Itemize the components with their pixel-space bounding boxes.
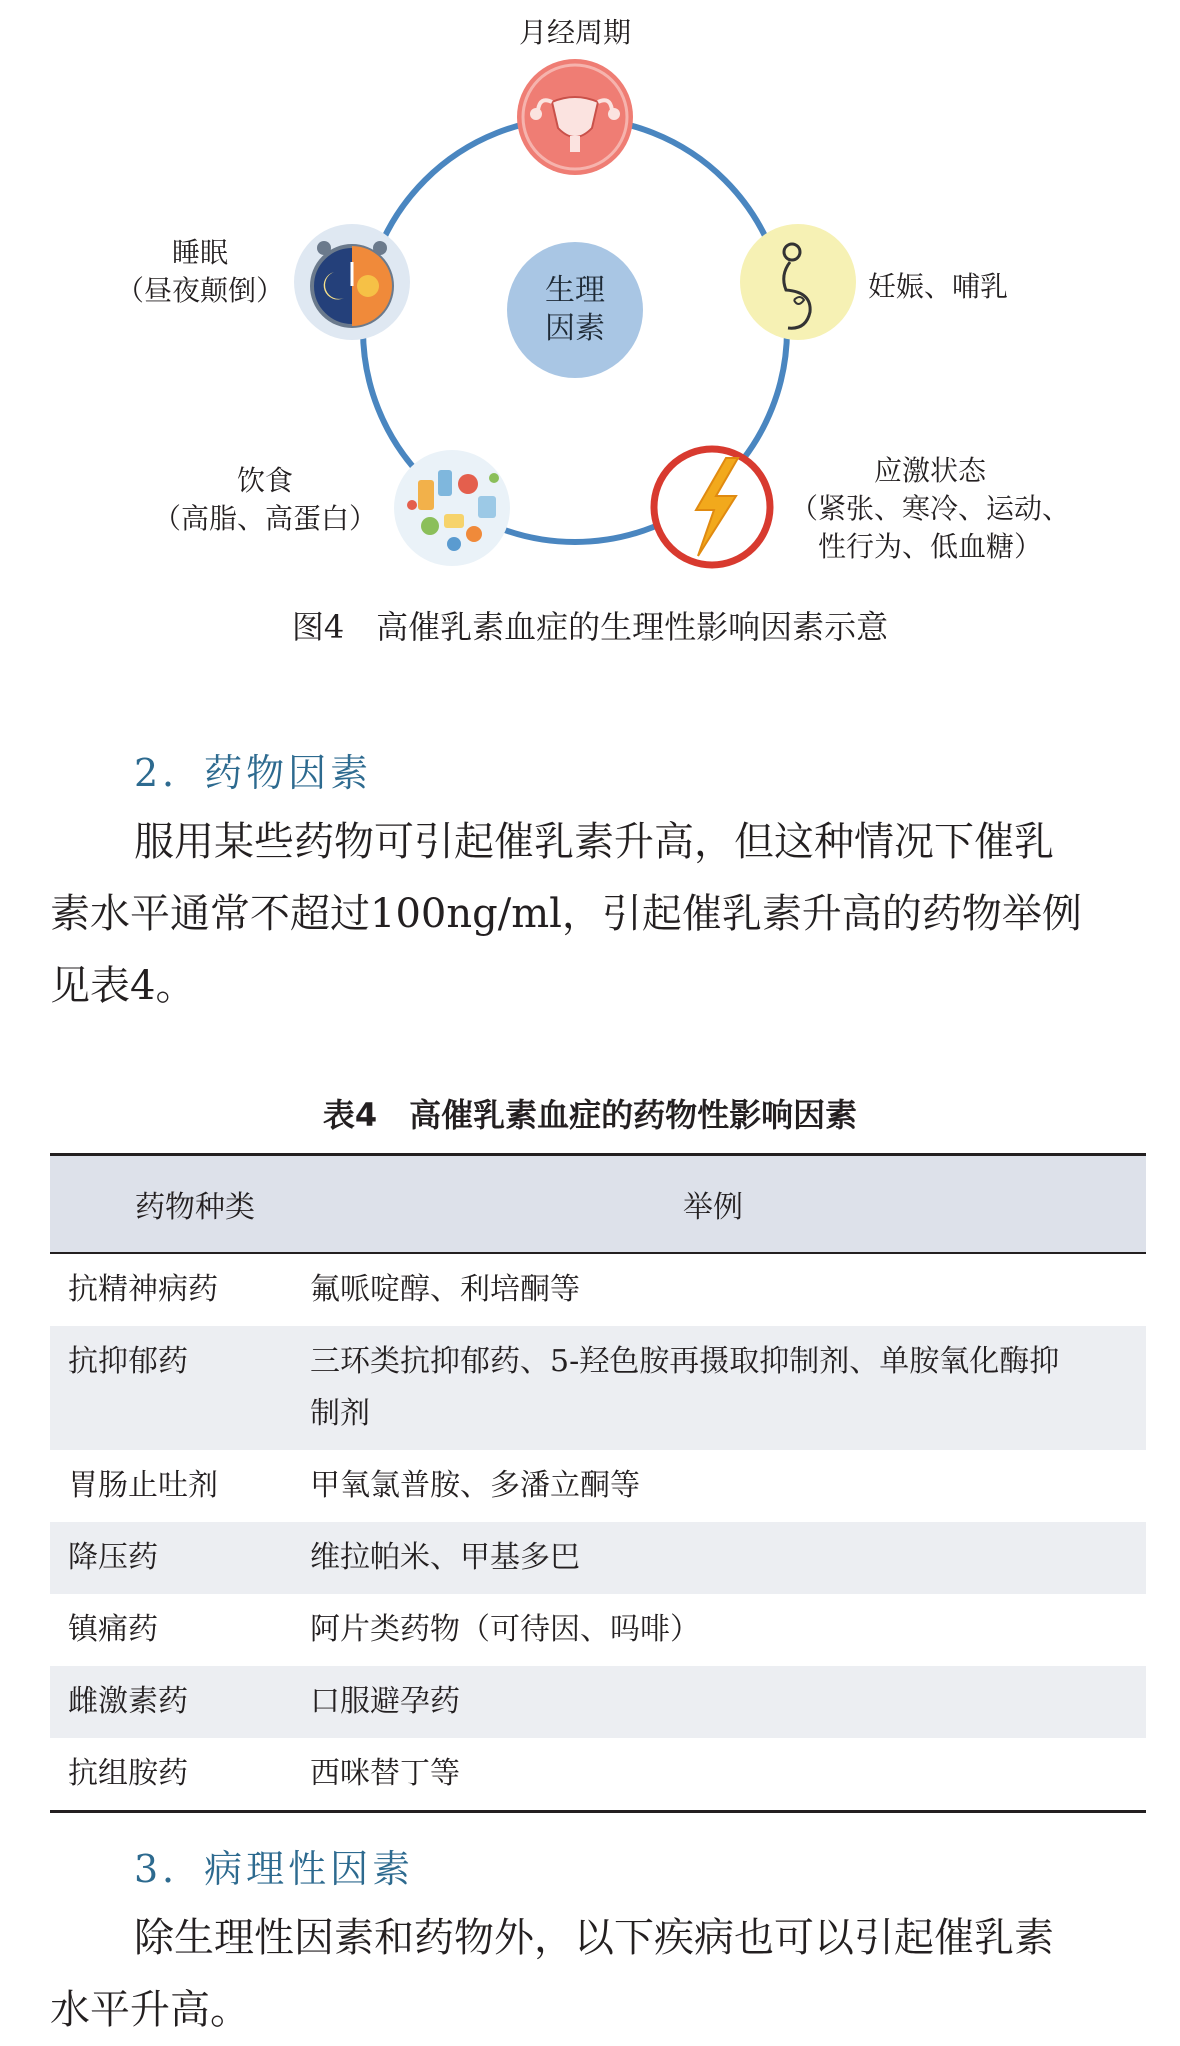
examples-line: 口服避孕药 <box>310 1684 460 1719</box>
stress-label <box>780 452 1080 566</box>
uterus-icon <box>517 59 633 175</box>
food-icon <box>394 450 510 566</box>
table-row <box>50 1738 1146 1810</box>
sleep-label-line2: （昼夜颠倒） <box>115 274 284 307</box>
cell-category: 抗组胺药 <box>68 1756 188 1791</box>
table-row <box>50 1450 1146 1522</box>
cell-category: 抗抑郁药 <box>68 1344 188 1379</box>
section-2-heading: 2．药物因素 <box>134 751 373 795</box>
examples-line: 甲氧氯普胺、多潘立酮等 <box>310 1468 640 1503</box>
examples-line: 阿片类药物（可待因、吗啡） <box>310 1612 700 1647</box>
drug-factors-table <box>50 1153 1146 1813</box>
cell-category: 胃肠止吐剂 <box>68 1468 218 1503</box>
lightning-icon <box>654 449 770 565</box>
paragraph-line: 水平升高。 <box>50 1987 250 2033</box>
stress-label-line3: 性行为、低血糖） <box>817 530 1042 563</box>
center-label-line1: 生理 <box>545 273 605 308</box>
paragraph-line: 除生理性因素和药物外，以下疾病也可以引起催乳素 <box>134 1915 1054 1961</box>
sleep-label <box>100 234 300 310</box>
examples-line: 西咪替丁等 <box>310 1756 460 1791</box>
diet-label-line1: 饮食 <box>236 464 293 497</box>
pregnant-woman-icon <box>740 224 856 340</box>
figure-caption: 图4 高催乳素血症的生理性影响因素示意 <box>291 608 889 646</box>
center-circle <box>507 242 643 378</box>
cell-examples <box>310 1748 1146 1800</box>
table-header-row <box>50 1156 1146 1252</box>
table-row <box>50 1666 1146 1738</box>
cell-examples <box>310 1460 1146 1512</box>
header-examples: 举例 <box>683 1190 743 1225</box>
cell-category: 雌激素药 <box>68 1684 188 1719</box>
cell-examples <box>310 1604 1146 1656</box>
diet-label <box>140 462 390 538</box>
cell-examples <box>310 1264 1146 1316</box>
section-3-heading: 3．病理性因素 <box>134 1847 415 1891</box>
header-drug-category: 药物种类 <box>135 1190 255 1225</box>
section-3-paragraph <box>50 1902 1140 2046</box>
pregnancy-label: 妊娠、哺乳 <box>868 270 1009 303</box>
table-row <box>50 1522 1146 1594</box>
stress-label-line2: （紧张、寒冷、运动、 <box>789 492 1070 525</box>
paragraph-line: 素水平通常不超过100ng/ml，引起催乳素升高的药物举例 <box>50 891 1082 937</box>
section-2-paragraph <box>50 806 1140 1022</box>
table-row <box>50 1254 1146 1326</box>
examples-line: 制剂 <box>310 1396 370 1431</box>
physiological-factors-figure <box>0 0 1180 660</box>
cell-category: 降压药 <box>68 1540 158 1575</box>
cell-category: 镇痛药 <box>68 1612 158 1647</box>
table-bottom-rule <box>50 1810 1146 1813</box>
examples-line: 氟哌啶醇、利培酮等 <box>310 1272 580 1307</box>
paragraph-line: 服用某些药物可引起催乳素升高，但这种情况下催乳 <box>134 819 1054 865</box>
paragraph-line: 见表4。 <box>50 963 196 1009</box>
sleep-label-line1: 睡眠 <box>171 236 228 269</box>
cell-examples <box>310 1676 1146 1728</box>
center-label-line2: 因素 <box>545 311 605 346</box>
cell-examples <box>310 1532 1146 1584</box>
stress-label-line1: 应激状态 <box>873 454 986 487</box>
table-title: 表4 高催乳素血症的药物性影响因素 <box>322 1096 858 1134</box>
examples-line: 三环类抗抑郁药、5-羟色胺再摄取抑制剂、单胺氧化酶抑 <box>310 1344 1060 1379</box>
menstrual-label: 月经周期 <box>518 16 631 49</box>
cell-category: 抗精神病药 <box>68 1272 218 1307</box>
diet-label-line2: （高脂、高蛋白） <box>152 502 377 535</box>
examples-line: 维拉帕米、甲基多巴 <box>310 1540 580 1575</box>
day-night-clock-icon <box>294 224 410 340</box>
table-row <box>50 1326 1146 1450</box>
cell-examples <box>310 1336 1146 1440</box>
table-row <box>50 1594 1146 1666</box>
